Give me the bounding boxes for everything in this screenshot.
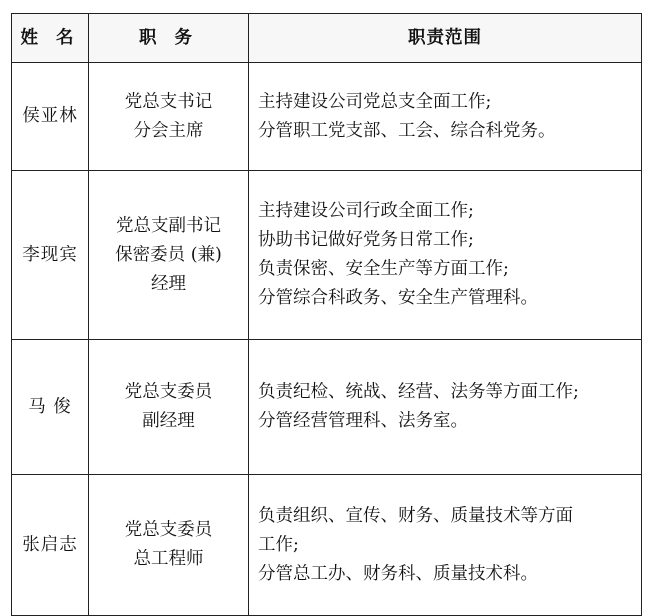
duty-line: 工作; — [258, 534, 299, 555]
post-line: 总工程师 — [133, 549, 204, 569]
person-name: 侯亚林 — [12, 63, 89, 171]
person-duties — [249, 340, 642, 475]
header-scope: 职责范围 — [249, 14, 642, 63]
person-post — [89, 171, 249, 340]
person-duties — [249, 171, 642, 340]
table-row — [12, 475, 642, 616]
table-row — [12, 340, 642, 475]
duty-line: 负责纪检、统战、经营、法务等方面工作; — [258, 382, 579, 402]
duty-line: 分管总工办、财务科、质量技术科。 — [258, 563, 538, 584]
responsibility-table-container — [11, 13, 642, 616]
post-line: 党总支副书记 — [116, 215, 221, 236]
table-row — [12, 63, 642, 171]
duty-line: 负责保密、安全生产等方面工作; — [258, 259, 509, 279]
post-line: 分会主席 — [133, 120, 204, 141]
duty-line: 分管职工党支部、工会、综合科党务。 — [258, 120, 556, 141]
header-name: 姓 名 — [12, 14, 89, 63]
post-line: 党总支委员 — [124, 520, 213, 540]
duty-line: 负责组织、宣传、财务、质量技术等方面 — [258, 505, 573, 526]
duty-line: 分管经营管理科、法务室。 — [258, 411, 468, 431]
header-row — [12, 14, 642, 63]
responsibility-table — [11, 13, 642, 616]
person-name: 李现宾 — [12, 171, 89, 340]
person-post — [89, 340, 249, 475]
post-line: 党总支委员 — [124, 382, 213, 402]
duty-line: 主持建设公司行政全面工作; — [258, 201, 474, 221]
person-duties — [249, 63, 642, 171]
post-line: 党总支书记 — [124, 91, 213, 112]
post-line: 保密委员 (兼) — [115, 244, 222, 265]
header-post: 职 务 — [89, 14, 249, 63]
person-duties — [249, 475, 642, 616]
person-name: 张启志 — [12, 475, 89, 616]
post-line: 经理 — [151, 273, 186, 294]
duty-line: 分管综合科政务、安全生产管理科。 — [258, 288, 538, 308]
person-post — [89, 63, 249, 171]
duty-line: 协助书记做好党务日常工作; — [258, 230, 474, 250]
table-row — [12, 171, 642, 340]
person-name: 马 俊 — [12, 340, 89, 475]
person-post — [89, 475, 249, 616]
duty-line: 主持建设公司党总支全面工作; — [258, 91, 492, 112]
post-line: 副经理 — [142, 411, 195, 431]
